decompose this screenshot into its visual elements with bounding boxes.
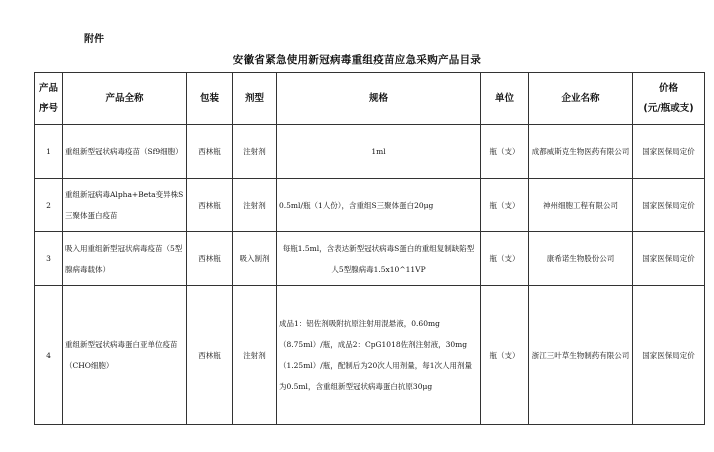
cell-price: 国家医保局定价 <box>633 286 705 425</box>
cell-package: 西林瓶 <box>187 286 233 425</box>
cell-company: 浙江三叶草生物制药有限公司 <box>529 286 633 425</box>
header-spec: 规格 <box>277 73 481 125</box>
cell-spec: 成品1：铝佐剂吸附抗原注射用混悬液，0.60mg（8.75ml）/瓶，成品2：CpG1018佐剂注射液，30mg（1.25ml）/瓶，配制后为20次人用剂量，每1次人用剂量为0.5ml，含重组新型冠状病毒蛋白抗原30μg <box>277 286 481 425</box>
header-price <box>633 73 705 125</box>
table-row <box>35 286 705 425</box>
cell-price: 国家医保局定价 <box>633 232 705 286</box>
header-seq-line2: 序号 <box>38 102 58 114</box>
cell-form: 注射剂 <box>233 125 277 179</box>
cell-spec: 每瓶1.5ml，含表达新型冠状病毒S蛋白的重组复制缺陷型人5型腺病毒1.5x10^11VP <box>277 232 481 286</box>
cell-name: 重组新冠病毒Alpha+Beta变异株S三聚体蛋白疫苗 <box>63 179 187 232</box>
cell-company: 成都威斯克生物医药有限公司 <box>529 125 633 179</box>
header-unit: 单位 <box>481 73 529 125</box>
header-seq-line1: 产品 <box>38 82 58 94</box>
cell-unit: 瓶（支） <box>481 232 529 286</box>
cell-company: 康希诺生物股份公司 <box>529 232 633 286</box>
header-price-line2: (元/瓶或支) <box>643 102 694 114</box>
cell-spec: 0.5ml/瓶（1人份），含重组S三聚体蛋白20μg <box>277 179 481 232</box>
cell-seq: 1 <box>35 125 63 179</box>
product-catalog-table <box>34 72 705 425</box>
cell-form: 注射剂 <box>233 286 277 425</box>
document-title: 安徽省紧急使用新冠病毒重组疫苗应急采购产品目录 <box>232 54 482 66</box>
cell-name: 重组新型冠状病毒疫苗（Sf9细胞） <box>63 125 187 179</box>
cell-seq: 3 <box>35 232 63 286</box>
table-row <box>35 232 705 286</box>
cell-seq: 4 <box>35 286 63 425</box>
cell-name: 吸入用重组新型冠状病毒疫苗（5型腺病毒载体） <box>63 232 187 286</box>
header-name: 产品全称 <box>63 73 187 125</box>
cell-unit: 瓶（支） <box>481 286 529 425</box>
cell-package: 西林瓶 <box>187 232 233 286</box>
header-seq <box>35 73 63 125</box>
cell-spec: 1ml <box>277 125 481 179</box>
cell-seq: 2 <box>35 179 63 232</box>
header-company: 企业名称 <box>529 73 633 125</box>
cell-unit: 瓶（支） <box>481 179 529 232</box>
cell-name: 重组新型冠状病毒蛋白亚单位疫苗（CHO细胞） <box>63 286 187 425</box>
table-row <box>35 125 705 179</box>
table-row <box>35 179 705 232</box>
cell-form: 注射剂 <box>233 179 277 232</box>
cell-form: 吸入制剂 <box>233 232 277 286</box>
attachment-label: 附件 <box>84 34 104 45</box>
cell-price: 国家医保局定价 <box>633 125 705 179</box>
cell-package: 西林瓶 <box>187 125 233 179</box>
cell-unit: 瓶（支） <box>481 125 529 179</box>
cell-price: 国家医保局定价 <box>633 179 705 232</box>
header-package: 包装 <box>187 73 233 125</box>
header-price-line1: 价格 <box>658 82 678 94</box>
cell-package: 西林瓶 <box>187 179 233 232</box>
cell-company: 神州细胞工程有限公司 <box>529 179 633 232</box>
table-header-row <box>35 73 705 125</box>
header-form: 剂型 <box>233 73 277 125</box>
